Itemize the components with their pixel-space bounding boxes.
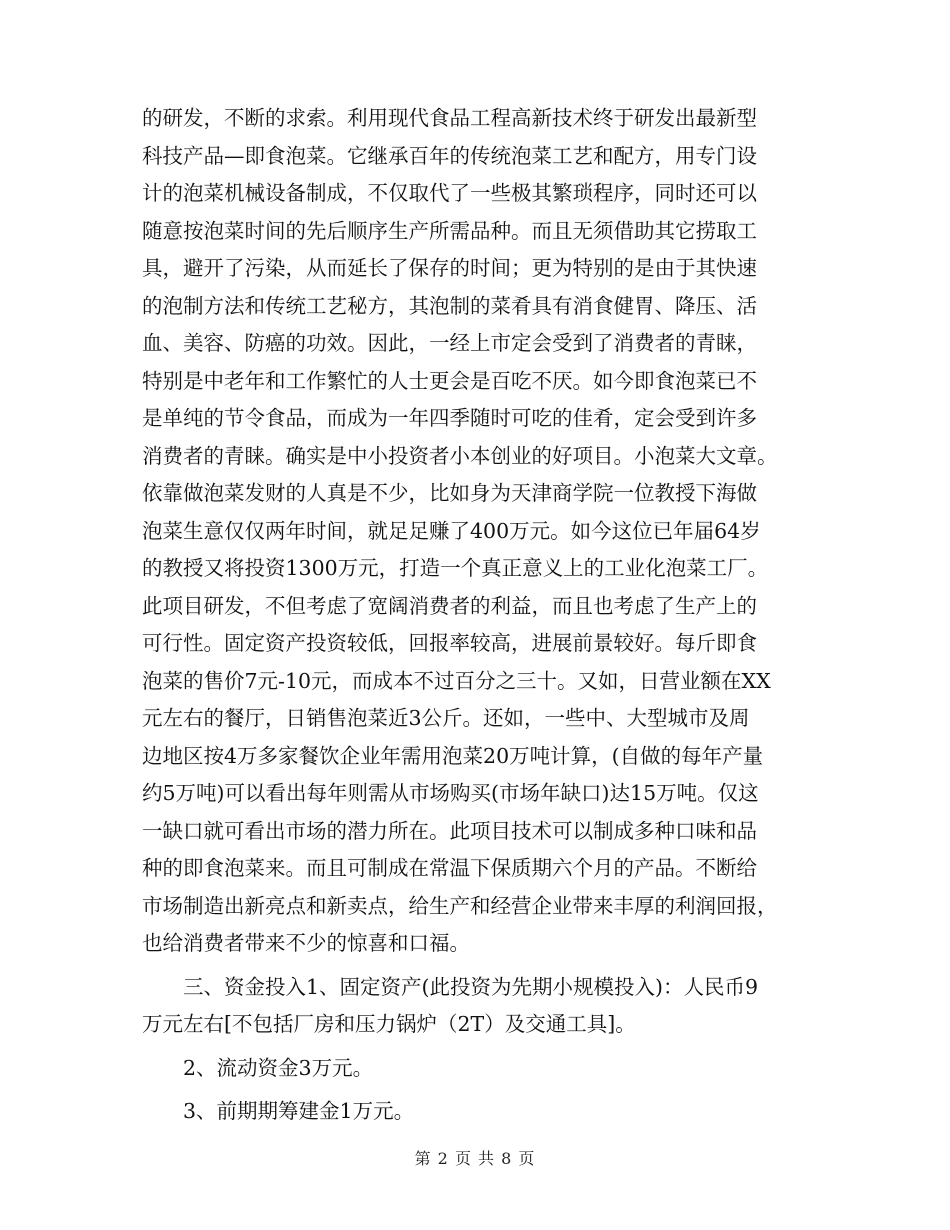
text-line: 血、美容、防癌的功效。因此，一经上市定会受到了消费者的青睐， (142, 331, 757, 355)
text-line: 的研发，不断的求索。利用现代食品工程高新技术终于研发出最新型 (142, 106, 757, 130)
text-line: 种的即食泡菜来。而且可制成在常温下保质期六个月的产品。不断给 (142, 856, 757, 880)
section-3-continuation-line: 万元左右[不包括厂房和压力锅炉（2T）及交通工具]。 (142, 1012, 636, 1036)
text-line: 边地区按4万多家餐饮企业年需用泡菜20万吨计算，(自做的每年产量 (142, 743, 764, 768)
text-line: 的泡制方法和传统工艺秘方，其泡制的菜肴具有消食健胃、降压、活 (142, 293, 757, 318)
page-number-footer: 第 2 页 共 8 页 (414, 1149, 536, 1168)
text-line: 元左右的餐厅，日销售泡菜近3公斤。还如，一些中、大型城市及周 (142, 706, 750, 730)
list-item-preparation-fund: 3、前期期筹建金1万元。 (183, 1099, 415, 1123)
text-line: 计的泡菜机械设备制成，不仅取代了一些极其繁琐程序，同时还可以 (142, 181, 757, 205)
text-line: 是单纯的节令食品，而成为一年四季随时可吃的佳肴，定会受到许多 (142, 406, 757, 430)
list-item-working-capital: 2、流动资金3万元。 (183, 1055, 374, 1080)
text-line: 随意按泡菜时间的先后顺序生产所需品种。而且无须借助其它捞取工 (142, 218, 757, 243)
text-line: 科技产品—即食泡菜。它继承百年的传统泡菜工艺和配方，用专门设 (142, 143, 757, 168)
section-3-heading-line: 三、资金投入1、固定资产(此投资为先期小规模投入)：人民币9 (183, 974, 759, 999)
text-line: 约5万吨)可以看出每年则需从市场购买(市场年缺口)达15万吨。仅这 (142, 781, 759, 805)
text-line: 泡菜生意仅仅两年时间，就足足赚了400万元。如今这位已年届64岁 (142, 518, 761, 543)
text-line: 市场制造出新亮点和新卖点，给生产和经营企业带来丰厚的利润回报， (142, 893, 778, 918)
text-line: 可行性。固定资产投资较低，回报率较高，进展前景较好。每斤即食 (142, 631, 757, 655)
text-line: 特别是中老年和工作繁忙的人士更会是百吃不厌。如今即食泡菜已不 (142, 368, 757, 393)
text-line: 泡菜的售价7元-10元，而成本不过百分之三十。又如，日营业额在XX (142, 668, 771, 693)
text-line: 的教授又将投资1300万元，打造一个真正意义上的工业化泡菜工厂。 (142, 556, 769, 580)
text-line: 也给消费者带来不少的惊喜和口福。 (142, 931, 470, 955)
text-line: 此项目研发，不但考虑了宽阔消费者的利益，而且也考虑了生产上的 (142, 593, 757, 618)
text-line: 消费者的青睐。确实是中小投资者小本创业的好项目。小泡菜大文章。 (142, 443, 778, 468)
body-text (142, 100, 802, 1131)
text-line: 具，避开了污染，从而延长了保存的时间；更为特别的是由于其快速 (142, 256, 757, 280)
text-line: 一缺口就可看出市场的潜力所在。此项目技术可以制成多种口味和品 (142, 818, 757, 843)
text-line: 依靠做泡菜发财的人真是不少，比如身为天津商学院一位教授下海做 (142, 481, 757, 505)
